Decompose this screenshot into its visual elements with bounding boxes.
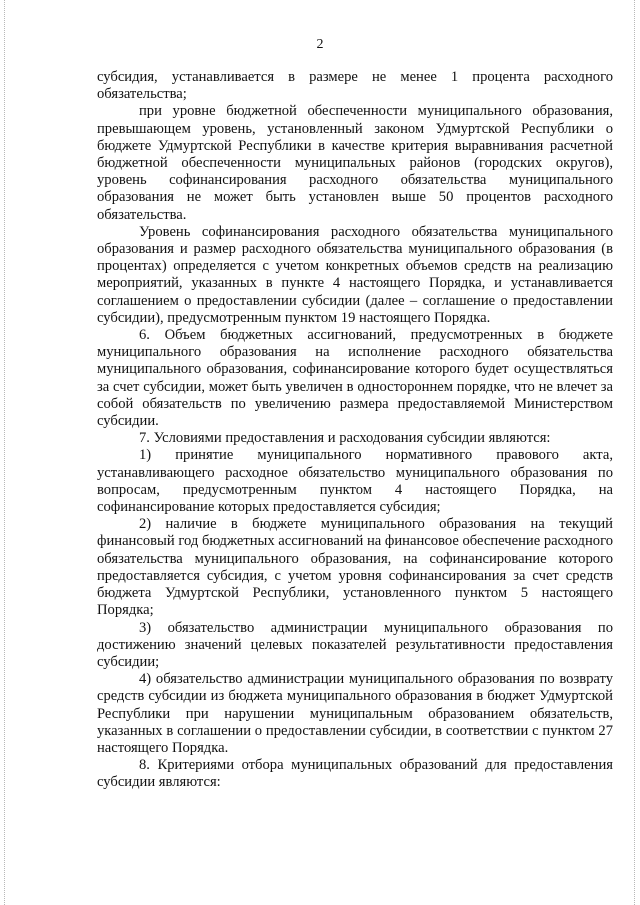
paragraph-item-7: 7. Условиями предоставления и расходования субсидии являются: <box>139 430 551 447</box>
page-edge-right <box>634 0 636 905</box>
paragraph-item-6: 6. Объем бюджетных ассигнований, предусмотренных в бюджете муниципального образования на исполнение расходного обязательства муниципального образования, софинансирование которого будет осуществляться за счет субсидии, может быть увеличен в одностороннем порядке, что не влечет за собой обязательств по увеличению размера предоставляемой Министерством субсидии. <box>97 327 613 430</box>
paragraph-continuation: субсидия, устанавливается в размере не менее 1 процента расходного обязательства; <box>97 69 613 103</box>
paragraph-budget-level: при уровне бюджетной обеспеченности муниципального образования, превышающем уровень, установленный законом Удмуртской Республики о бюджете Удмуртской Республики в качестве критерия выравнивания расчетной бюджетной обеспеченности муниципальных районов (городских округов), уровень софинансирования расходного обязательства муниципального образования не может быть установлен выше 50 процентов расходного обязательства. <box>97 103 613 223</box>
page-number: 2 <box>316 37 324 52</box>
paragraph-item-7-1: 1) принятие муниципального нормативного правового акта, устанавливающего расходное обязательство муниципального образования по вопросам, предусмотренным пунктом 4 настоящего Порядка, на софинансирование которых предоставляется субсидия; <box>97 447 613 516</box>
paragraph-cofinancing-level: Уровень софинансирования расходного обязательства муниципального образования и размер расходного обязательства муниципального образования (в процентах) определяется с учетом конкретных объемов средств на реализацию мероприятий, указанных в пункте 4 настоящего Порядка, и устанавливается соглашением о предоставлении субсидии (далее – соглашение о предоставлении субсидии), предусмотренным пунктом 19 настоящего Порядка. <box>97 223 613 326</box>
document-body <box>97 69 613 792</box>
paragraph-item-7-2: 2) наличие в бюджете муниципального образования на текущий финансовый год бюджетных ассигнований на финансовое обеспечение расходного обязательства муниципального образования, на софинансирование которого предоставляется субсидия, с учетом уровня софинансирования за счет средств бюджета Удмуртской Республики, установленного пунктом 5 настоящего Порядка; <box>97 516 613 619</box>
page-edge-left <box>4 0 6 905</box>
paragraph-item-7-4: 4) обязательство администрации муниципального образования по возврату средств субсидии из бюджета муниципального образования в бюджет Удмуртской Республики при нарушении муниципальным образованием обязательств, указанных в соглашении о предоставлении субсидии, в соответствии с пунктом 27 настоящего Порядка. <box>97 671 613 756</box>
paragraph-item-7-3: 3) обязательство администрации муниципального образования по достижению значений целевых показателей результативности предоставления субсидии; <box>97 619 613 670</box>
paragraph-item-8: 8. Критериями отбора муниципальных образований для предоставления субсидии являются: <box>97 757 613 791</box>
